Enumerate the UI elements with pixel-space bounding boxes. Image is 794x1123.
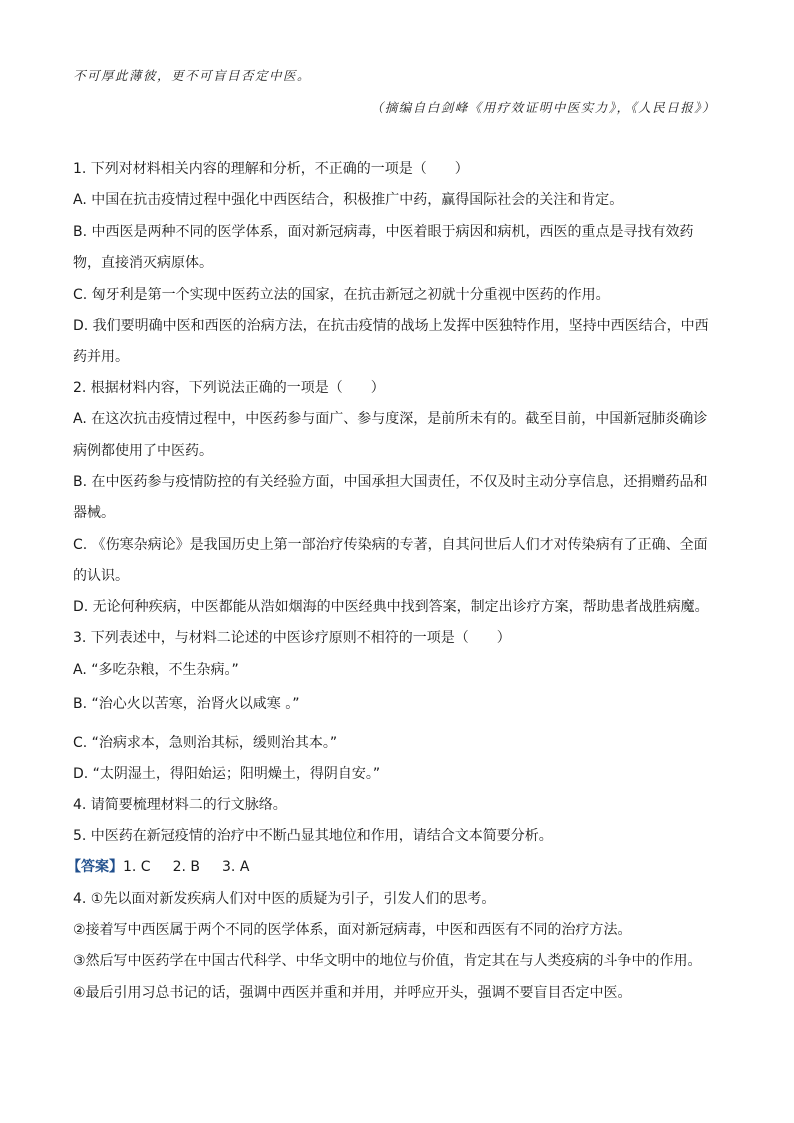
question-3-option-b: B. “治心火以苦寒，治肾火以咸寒 。” <box>73 696 300 712</box>
answer-q4-line-1: 4. ①先以面对新发疾病人们对中医的质疑为引子，引发人们的思考。 <box>73 891 496 907</box>
question-2-option-c: C. 《伤寒杂病论》是我国历史上第一部治疗传染病的专著，自其问世后人们才对传染病有了正确、全面 <box>73 537 708 553</box>
answer-tag: 【答案】 <box>67 859 123 875</box>
question-1-stem: 1. 下列对材料相关内容的理解和分析，不正确的一项是（ ） <box>73 161 469 177</box>
question-1-option-a: A. 中国在抗击疫情过程中强化中西医结合，积极推广中药，赢得国际社会的关注和肯定。 <box>73 192 624 208</box>
question-2-option-b: B. 在中医药参与疫情防控的有关经验方面，中国承担大国责任，不仅及时主动分享信息，还捐赠药品和 <box>73 474 708 490</box>
intro-closing-line: 不可厚此薄彼，更不可盲目否定中医。 <box>73 68 312 83</box>
question-2-option-a: A. 在这次抗击疫情过程中，中医药参与面广、参与度深，是前所未有的。截至目前，中国新冠肺炎确诊 <box>73 411 708 427</box>
answer-q4-line-2: ②接着写中西医属于两个不同的医学体系，面对新冠病毒，中医和西医有不同的治疗方法。 <box>73 922 632 938</box>
question-1-option-b-cont: 物，直接消灭病原体。 <box>73 255 213 271</box>
question-1-option-d-cont: 药并用。 <box>73 349 129 365</box>
answer-line <box>67 857 250 877</box>
question-1-option-b: B. 中西医是两种不同的医学体系，面对新冠病毒，中医着眼于病因和病机，西医的重点是寻找有效药 <box>73 224 694 240</box>
question-3-option-d: D. “太阴湿土，得阳始运；阳明燥土，得阴自安。” <box>73 766 381 782</box>
question-3-option-a: A. “多吃杂粮，不生杂病。” <box>73 662 239 678</box>
answer-q4-line-3: ③然后写中医药学在中国古代科学、中华文明中的地位与价值，肯定其在与人类疫病的斗争中的作用。 <box>73 953 702 969</box>
answer-q4-line-4: ④最后引用习总书记的话，强调中西医并重和并用，并呼应开头，强调不要盲目否定中医。 <box>73 985 632 1001</box>
question-5-stem: 5. 中医药在新冠疫情的治疗中不断凸显其地位和作用，请结合文本简要分析。 <box>73 828 553 844</box>
answer-item-3: 3. A <box>222 859 250 875</box>
question-2-option-c-cont: 的认识。 <box>73 568 129 584</box>
question-2-option-a-cont: 病例都使用了中医药。 <box>73 443 213 459</box>
question-3-option-c: C. “治病求本，急则治其标，缓则治其本。” <box>73 735 338 751</box>
question-2-stem: 2. 根据材料内容，下列说法正确的一项是（ ） <box>73 380 385 396</box>
question-1-option-c: C. 匈牙利是第一个实现中医药立法的国家，在抗击新冠之初就十分重视中医药的作用。 <box>73 287 610 303</box>
question-1-option-d: D. 我们要明确中医和西医的治病方法，在抗击疫情的战场上发挥中医独特作用，坚持中西医结合，中西 <box>73 318 709 334</box>
answer-item-1: 1. C <box>123 859 151 875</box>
source-citation: （摘编自白剑峰《用疗效证明中医实力》，《人民日报》） <box>370 100 716 115</box>
question-2-option-b-cont: 器械。 <box>73 505 115 521</box>
answer-item-2: 2. B <box>172 859 201 875</box>
question-2-option-d: D. 无论何种疾病，中医都能从浩如烟海的中医经典中找到答案，制定出诊疗方案，帮助患者战胜病魔。 <box>73 599 709 615</box>
question-3-stem: 3. 下列表述中，与材料二论述的中医诊疗原则不相符的一项是（ ） <box>73 630 511 646</box>
question-4-stem: 4. 请简要梳理材料二的行文脉络。 <box>73 797 287 813</box>
